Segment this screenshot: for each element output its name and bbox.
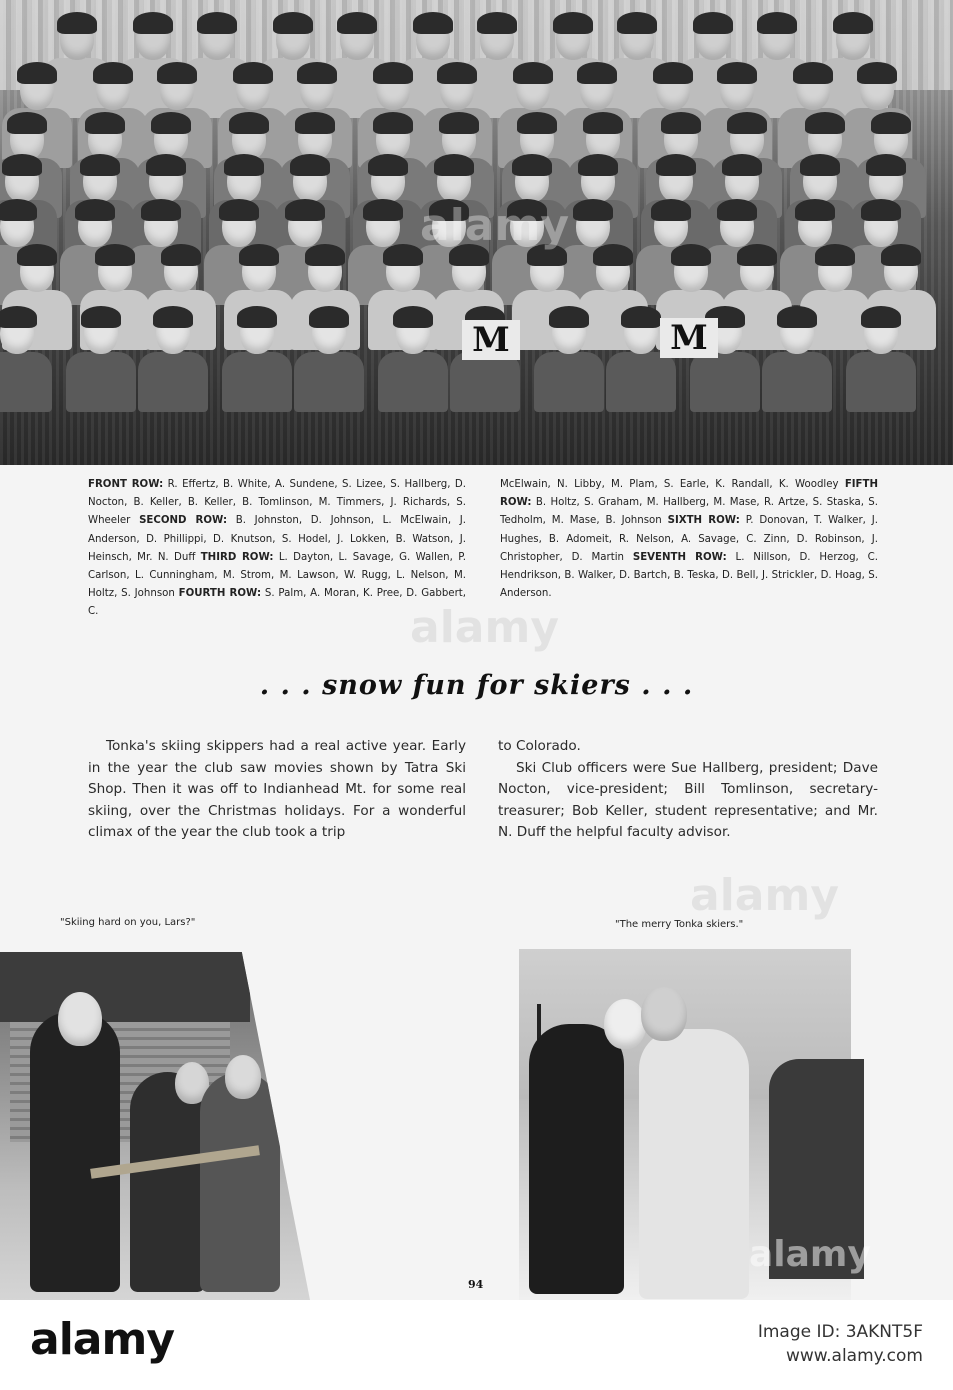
student-hair (793, 62, 833, 84)
image-id-block (758, 1320, 923, 1368)
person-figure (130, 1072, 205, 1292)
person-figure (529, 1024, 624, 1294)
student-torso (846, 352, 916, 412)
student-torso (222, 352, 292, 412)
student-hair (337, 12, 377, 34)
student-hair (833, 12, 873, 34)
student-torso (66, 352, 136, 412)
caption-row-names: S. Palm, A. Moran, K. Pree, D. Gabbert, C. (88, 588, 466, 618)
caption-row-label: FIFTH ROW: (500, 479, 878, 509)
person-face (58, 992, 102, 1046)
student-hair (866, 154, 906, 176)
student-hair (671, 244, 711, 266)
student-hair (146, 154, 186, 176)
student-hair (513, 62, 553, 84)
student-hair (141, 199, 181, 221)
student-torso (450, 352, 520, 412)
student-hair (795, 199, 835, 221)
student-torso (690, 352, 760, 412)
caption-row-names: P. Donovan, T. Walker, J. Hughes, B. Adomeit, R. Nelson, A. Savage, C. Zinn, D. Robinson, J. Christopher, D. Martin (500, 515, 879, 563)
person-figure (30, 1012, 120, 1292)
student-torso (762, 352, 832, 412)
student-hair (237, 306, 277, 328)
photo-caption-left: "Skiing hard on you, Lars?" (60, 917, 196, 928)
student-hair (7, 112, 47, 134)
student-hair (373, 62, 413, 84)
student-hair (233, 62, 273, 84)
student-hair (517, 112, 557, 134)
student-hair (861, 306, 901, 328)
student-hair (722, 154, 762, 176)
alamy-logo: alamy (30, 1314, 174, 1365)
article-body-left (88, 736, 466, 844)
person-face (604, 999, 646, 1049)
student-hair (656, 154, 696, 176)
group-caption-right (500, 476, 878, 603)
student-hair (651, 199, 691, 221)
student-hair (815, 244, 855, 266)
caption-row-label: FRONT ROW: (88, 479, 164, 490)
skiers-photo-right (519, 949, 871, 1300)
student-torso (606, 352, 676, 412)
group-caption-left (88, 476, 466, 622)
student-hair (553, 12, 593, 34)
student-hair (857, 62, 897, 84)
site-url: www.alamy.com (785, 1346, 923, 1366)
photo-caption-right: "The merry Tonka skiers." (615, 919, 744, 930)
student-hair (95, 244, 135, 266)
caption-row-label: FOURTH ROW: (178, 588, 262, 600)
student-hair (153, 306, 193, 328)
caption-row-label: SECOND ROW: (139, 515, 228, 527)
student-torso (378, 352, 448, 412)
page-number: 94 (468, 1278, 484, 1291)
student-hair (157, 62, 197, 84)
student-hair (363, 199, 403, 221)
caption-row-names: L. Dayton, L. Savage, G. Wallen, P. Carlson, L. Cunningham, M. Strom, M. Lawson, W. Rugg, L. Nelson, M. Holtz, S. Johnson (88, 551, 467, 600)
student-torso (294, 352, 364, 412)
stock-footer (0, 1300, 953, 1390)
student-hair (17, 62, 57, 84)
student-hair (512, 154, 552, 176)
article-body-right (498, 736, 878, 844)
student-hair (273, 12, 313, 34)
person-figure (639, 1029, 749, 1299)
student-hair (477, 12, 517, 34)
caption-row-label: SIXTH ROW: (667, 515, 740, 527)
student-hair (290, 154, 330, 176)
group-photo (0, 0, 953, 465)
letter-sweater-emblem: M (660, 318, 718, 358)
student-hair (224, 154, 264, 176)
student-hair (737, 244, 777, 266)
student-hair (693, 12, 733, 34)
student-hair (593, 244, 633, 266)
student-hair (197, 12, 237, 34)
student-hair (0, 199, 37, 221)
student-hair (229, 112, 269, 134)
student-hair (621, 306, 661, 328)
student-hair (295, 112, 335, 134)
student-torso (534, 352, 604, 412)
caption-row-names: B. Johnston, D. Johnson, L. McElwain, J. Anderson, D. Phillippi, D. Knutson, S. Hodel, J. Lokken, B. Watson, J. Heinsch, Mr. N. Duff (88, 515, 467, 563)
student-hair (717, 62, 757, 84)
student-hair (133, 12, 173, 34)
student-hair (305, 244, 345, 266)
student-hair (717, 199, 757, 221)
caption-row-names: McElwain, N. Libby, M. Plam, S. Earle, K. Randall, K. Woodley (500, 479, 845, 490)
person-face (641, 987, 687, 1041)
student-torso (0, 352, 52, 412)
student-hair (577, 62, 617, 84)
watermark: alamy (420, 200, 569, 251)
watermark: alamy (690, 870, 839, 921)
skiers-photo-left (0, 952, 310, 1300)
student-hair (573, 199, 613, 221)
student-hair (17, 244, 57, 266)
person-face (225, 1055, 261, 1099)
student-hair (75, 199, 115, 221)
student-hair (437, 62, 477, 84)
watermark: alamy (749, 1234, 871, 1275)
student-hair (2, 154, 42, 176)
image-id: Image ID: 3AKNT5F (757, 1322, 923, 1342)
student-hair (219, 199, 259, 221)
body-paragraph: Ski Club officers were Sue Hallberg, president; Dave Nocton, vice-president; Bill Tomlinson, secretary-treasurer; Bob Keller, student representative; and Mr. N. Duff the helpful faculty advisor. (498, 759, 878, 841)
student-hair (85, 112, 125, 134)
student-hair (549, 306, 589, 328)
student-hair (80, 154, 120, 176)
student-hair (871, 112, 911, 134)
caption-row-names: B. Holtz, S. Graham, M. Hallberg, M. Mase, R. Artze, S. Staska, S. Tedholm, M. Mase, B. Johnson (500, 497, 878, 527)
caption-row-names: R. Effertz, B. White, A. Sundene, S. Lizee, S. Hallberg, D. Nocton, B. Keller, B. Keller, B. Tomlinson, M. Timmers, J. Richards, S. Wheeler (88, 479, 466, 527)
student-hair (239, 244, 279, 266)
student-hair (309, 306, 349, 328)
student-hair (383, 244, 423, 266)
student-hair (151, 112, 191, 134)
student-hair (439, 112, 479, 134)
house-roof (0, 952, 250, 1022)
student-hair (881, 244, 921, 266)
student-hair (861, 199, 901, 221)
caption-row-names: L. Nillson, D. Herzog, C. Hendrikson, B. Walker, D. Bartch, B. Teska, D. Bell, J. Strickler, D. Hoag, S. Anderson. (500, 551, 878, 600)
student-hair (800, 154, 840, 176)
student-hair (373, 112, 413, 134)
student-hair (413, 12, 453, 34)
student-hair (805, 112, 845, 134)
student-hair (285, 199, 325, 221)
watermark: alamy (410, 602, 559, 653)
student-hair (368, 154, 408, 176)
student-hair (0, 306, 37, 328)
article-headline: . . . snow fun for skiers . . . (259, 670, 694, 701)
student-hair (81, 306, 121, 328)
student-hair (93, 62, 133, 84)
student-hair (161, 244, 201, 266)
student-torso (138, 352, 208, 412)
student-hair (661, 112, 701, 134)
letter-sweater-emblem: M (462, 320, 520, 360)
student-hair (757, 12, 797, 34)
student-hair (57, 12, 97, 34)
student-hair (583, 112, 623, 134)
student-hair (434, 154, 474, 176)
body-paragraph: Tonka's skiing skippers had a real active year. Early in the year the club saw movies shown by Tatra Ski Shop. Then it was off to Indianhead Mt. for some real skiing, over the Christmas holidays. For a wonderful climax of the year the club took a trip (88, 738, 466, 841)
student-hair (727, 112, 767, 134)
body-paragraph: to Colorado. (498, 738, 581, 754)
student-hair (578, 154, 618, 176)
caption-row-label: THIRD ROW: (200, 551, 274, 563)
student-hair (777, 306, 817, 328)
caption-row-label: SEVENTH ROW: (632, 551, 727, 563)
person-figure (200, 1072, 280, 1292)
student-hair (617, 12, 657, 34)
student-hair (393, 306, 433, 328)
student-hair (297, 62, 337, 84)
student-hair (653, 62, 693, 84)
